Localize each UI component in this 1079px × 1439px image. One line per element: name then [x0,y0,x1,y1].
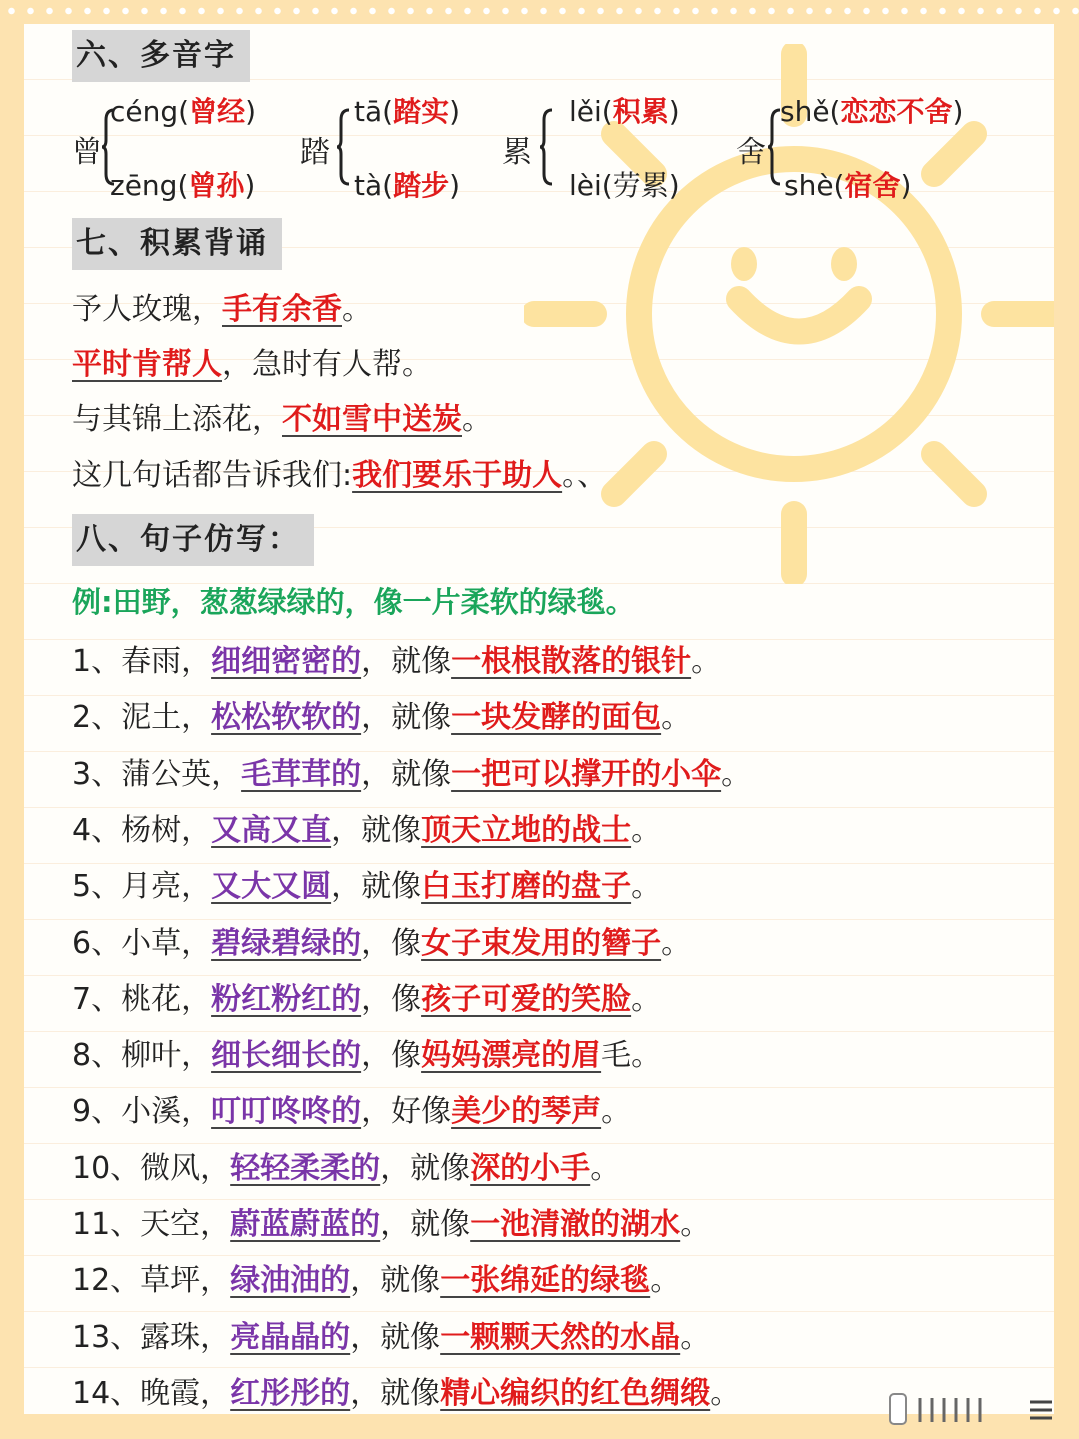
sentence-pre: 9、小溪， [72,1094,212,1129]
pinyin-she-top: shě(恋恋不舍) [780,95,964,128]
sentence-mid: ，好像 [361,1094,452,1129]
sentence-end: 。 [631,869,662,904]
sentence-adj: 粉红粉红的 [211,982,362,1017]
imitation-sentence-8 [72,1030,661,1074]
sentence-sim: 妈妈漂亮的眉 [421,1038,602,1073]
sentence-end: 。 [721,757,752,792]
sentence-pre: 2、泥土， [72,700,212,735]
sentence-sim: 一块发酵的面包 [451,700,662,735]
sentence-mid: ，就像 [361,757,452,792]
imitation-sentence-10 [72,1143,620,1187]
pinyin-ta-top: tā(踏实) [354,95,461,128]
sentence-end: 。 [631,982,662,1017]
sentence-pre: 10、微风， [72,1151,231,1186]
sentence-mid: ，就像 [380,1151,471,1186]
sentence-pre: 5、月亮， [72,869,212,904]
pinyin-lei-bottom: lèi(劳累) [569,169,680,202]
pinyin-she-bottom: shè(宿舍) [784,169,912,202]
sentence-mid: ，就像 [331,869,422,904]
imitation-sentence-12 [72,1255,680,1299]
recite-line-1: 予人玫瑰，手有余香。 [72,292,372,327]
sentence-end: 。 [680,1320,711,1355]
imitation-sentence-3 [72,749,751,793]
imitation-sentence-4 [72,805,661,849]
sentence-end: 。 [601,1094,632,1129]
sentence-pre: 14、晚霞， [72,1376,231,1411]
pinyin-lei-top: lěi(积累) [569,95,680,128]
sentence-sim: 女子束发用的簪子 [421,926,662,961]
brace-icon [540,106,554,188]
sentence-adj: 红彤彤的 [230,1376,351,1411]
sentence-sim: 孩子可爱的笑脸 [421,982,632,1017]
sentence-pre: 3、蒲公英， [72,757,242,792]
example-sentence: 例:田野，葱葱绿绿的，像一片柔软的绿毯。 [72,585,635,619]
worksheet-page [24,24,1054,1414]
sentence-pre: 4、杨树， [72,813,212,848]
hamburger-icon[interactable] [880,1392,1060,1428]
pinyin-ceng-bottom: zēng(曾孙) [110,169,256,202]
sentence-sim: 精心编织的红色绸缎 [440,1376,711,1411]
sentence-adj: 细长细长的 [211,1038,362,1073]
poly-char-ceng: 曾 [72,135,102,170]
sentence-adj: 又高又直 [211,813,332,848]
sentence-end: 。 [691,644,722,679]
sentence-sim: 一张绵延的绿毯 [440,1263,651,1298]
section-7-heading: 七、积累背诵 [72,218,282,270]
recite-line-4: 这几句话都告诉我们:我们要乐于助人。、 [72,458,608,493]
sentence-pre: 7、桃花， [72,982,212,1017]
sentence-mid: ，就像 [361,644,452,679]
sentence-mid: ，就像 [350,1376,441,1411]
imitation-sentence-7 [72,974,661,1018]
sentence-end: 。 [631,813,662,848]
sentence-end: 。 [680,1207,711,1242]
poly-char-she: 舍 [736,135,766,170]
recite-line-2: 平时肯帮人，急时有人帮。 [72,347,432,382]
section-8-heading: 八、句子仿写： [72,514,314,566]
sentence-adj: 松松软软的 [211,700,362,735]
sentence-sim: 白玉打磨的盘子 [421,869,632,904]
sentence-pre: 6、小草， [72,926,212,961]
sentence-adj: 叮叮咚咚的 [211,1094,362,1129]
sentence-mid: ，就像 [361,700,452,735]
sentence-sim: 顶天立地的战士 [421,813,632,848]
sentence-pre: 13、露珠， [72,1320,231,1355]
sentence-sim: 一池清澈的湖水 [470,1207,681,1242]
sentence-sim: 深的小手 [470,1151,591,1186]
sentence-mid: ，就像 [331,813,422,848]
imitation-sentence-11 [72,1199,710,1243]
top-dot-border [0,0,1079,22]
sentence-adj: 碧绿碧绿的 [211,926,362,961]
poly-char-ta: 踏 [300,135,330,170]
sentence-end: 。 [650,1263,681,1298]
sentence-end: 毛。 [601,1038,662,1073]
poly-char-lei: 累 [502,135,532,170]
sentence-sim: 一根根散落的银针 [451,644,692,679]
sentence-sim: 美少的琴声 [451,1094,602,1129]
sentence-end: 。 [710,1376,741,1411]
brace-icon [337,106,351,188]
imitation-sentence-13 [72,1312,710,1356]
sentence-adj: 轻轻柔柔的 [230,1151,381,1186]
sentence-adj: 绿油油的 [230,1263,351,1298]
sentence-pre: 8、柳叶， [72,1038,212,1073]
sentence-sim: 一把可以撑开的小伞 [451,757,722,792]
sentence-mid: ，像 [361,982,422,1017]
imitation-sentence-1 [72,636,721,680]
sentence-adj: 毛茸茸的 [241,757,362,792]
sentence-end: 。 [661,700,692,735]
sentence-end: 。 [661,926,692,961]
sentence-adj: 细细密密的 [211,644,362,679]
imitation-sentence-6 [72,918,691,962]
pinyin-ceng-top: céng(曾经) [110,95,257,128]
recite-line-3: 与其锦上添花，不如雪中送炭。 [72,402,492,437]
sentence-adj: 又大又圆 [211,869,332,904]
pinyin-ta-bottom: tà(踏步) [354,169,461,202]
imitation-sentence-2 [72,692,691,736]
sentence-mid: ，就像 [380,1207,471,1242]
sentence-pre: 11、天空， [72,1207,231,1242]
sentence-end: 。 [590,1151,621,1186]
imitation-sentence-9 [72,1086,631,1130]
sentence-mid: ，就像 [350,1320,441,1355]
sentence-pre: 1、春雨， [72,644,212,679]
section-6-heading: 六、多音字 [72,30,250,82]
sentence-sim: 一颗颗天然的水晶 [440,1320,681,1355]
sentence-adj: 亮晶晶的 [230,1320,351,1355]
sentence-mid: ，像 [361,926,422,961]
sentence-pre: 12、草坪， [72,1263,231,1298]
sentence-mid: ，像 [361,1038,422,1073]
imitation-sentence-5 [72,861,661,905]
imitation-sentence-14 [72,1368,740,1412]
sentence-mid: ，就像 [350,1263,441,1298]
sentence-adj: 蔚蓝蔚蓝的 [230,1207,381,1242]
